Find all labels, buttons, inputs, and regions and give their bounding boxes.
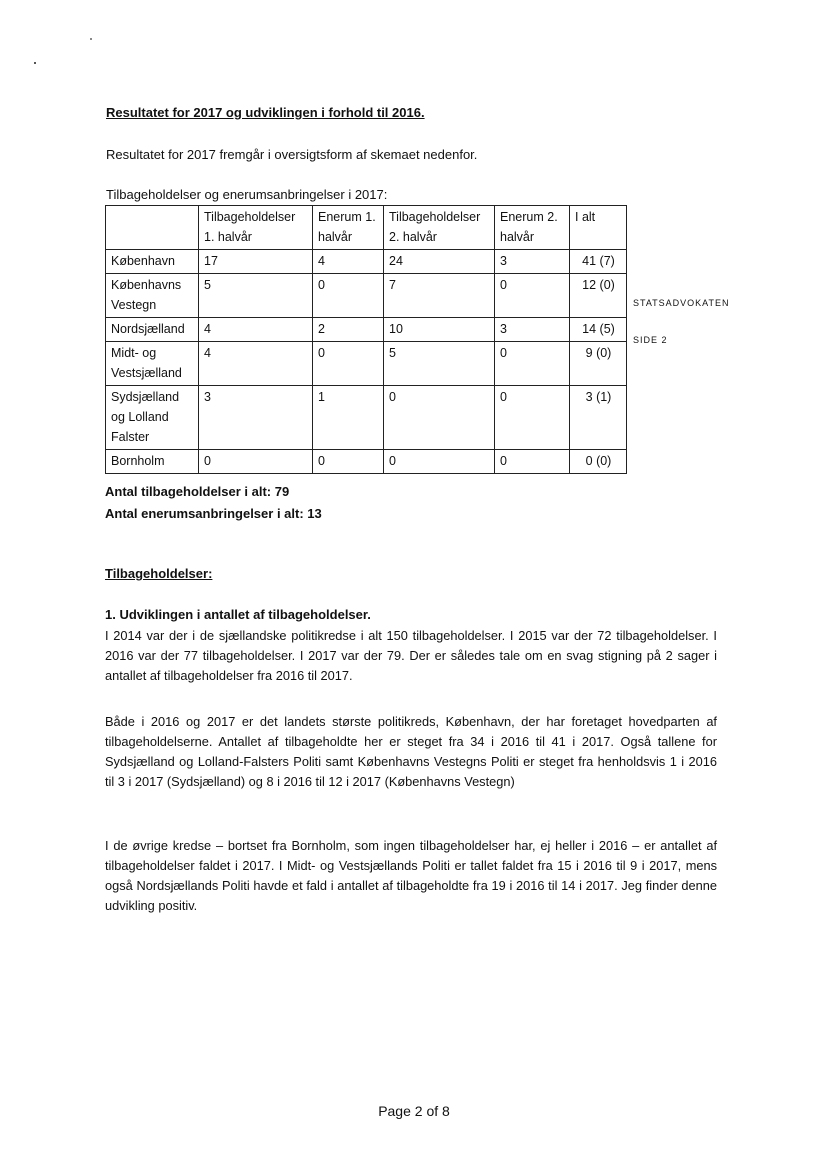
scan-speck <box>34 62 36 64</box>
table-cell: 4 <box>199 318 313 342</box>
side-note-page: SIDE 2 <box>633 335 668 345</box>
table-cell: 5 <box>199 274 313 318</box>
table-row <box>106 450 627 474</box>
table-cell: Bornholm <box>106 450 199 474</box>
results-table <box>105 205 627 474</box>
table-cell: 3 <box>495 318 570 342</box>
page-footer: Page 2 of 8 <box>378 1103 450 1119</box>
table-cell: 3 <box>199 386 313 450</box>
table-row <box>106 342 627 386</box>
table-cell: Nordsjælland <box>106 318 199 342</box>
table-cell: København <box>106 250 199 274</box>
table-row <box>106 386 627 450</box>
table-cell: 4 <box>313 250 384 274</box>
table-cell: 0 (0) <box>570 450 627 474</box>
table-header-cell: Tilbageholdelser 1. halvår <box>199 206 313 250</box>
table-cell: 14 (5) <box>570 318 627 342</box>
table-cell: 5 <box>384 342 495 386</box>
table-header-cell <box>106 206 199 250</box>
table-cell: 7 <box>384 274 495 318</box>
subsection-title: 1. Udviklingen i antallet af tilbageholdelser. <box>105 607 371 622</box>
paragraph: Både i 2016 og 2017 er det landets største politikreds, København, der har foretaget hovedparten af tilbageholdelserne. Antallet af tilbageholdte her er steget fra 34 i 2016 til 41 i 2017. Også tallene for Sydsjælland og Lolland-Falsters Politi samt Københavns Vestegns Politi er steget fra henholdsvis 1 i 2016 til 3 i 2017 (Sydsjælland) og 8 i 2016 til 12 i 2017 (Københavns Vestegn) <box>105 714 717 789</box>
table-row <box>106 318 627 342</box>
table-cell: 9 (0) <box>570 342 627 386</box>
table-cell: 0 <box>313 342 384 386</box>
table-cell: 24 <box>384 250 495 274</box>
table-cell: Københavns Vestegn <box>106 274 199 318</box>
table-cell: Sydsjælland og Lolland Falster <box>106 386 199 450</box>
table-cell: 3 <box>495 250 570 274</box>
paragraph: I 2014 var der i de sjællandske politikredse i alt 150 tilbageholdelser. I 2015 var der 72 tilbageholdelser. I 2016 var der 77 tilbageholdelser. I 2017 var der 79. Der er således tale om en svag stigning på 2 sager i antallet af tilbageholdelser fra 2016 til 2017. <box>105 628 717 683</box>
table-cell: 3 (1) <box>570 386 627 450</box>
table-cell: 17 <box>199 250 313 274</box>
table-cell: 0 <box>313 274 384 318</box>
table-header-cell: Enerum 2. halvår <box>495 206 570 250</box>
table-cell: 0 <box>495 342 570 386</box>
table-caption: Tilbageholdelser og enerumsanbringelser i 2017: <box>106 187 388 202</box>
paragraph: I de øvrige kredse – bortset fra Bornholm, som ingen tilbageholdelser har, ej heller i 2016 – er antallet af tilbageholdelser faldet i 2017. I Midt- og Vestsjællands Politi er tallet faldet fra 15 i 2016 til 9 i 2017, mens også Nordsjællands Politi havde et fald i antallet af tilbageholdte fra 19 i 2016 til 14 i 2017. Jeg finder denne udvikling positiv. <box>105 838 717 913</box>
table-cell: 0 <box>495 386 570 450</box>
table-row <box>106 274 627 318</box>
table-cell: 0 <box>495 274 570 318</box>
section-title: Tilbageholdelser: <box>105 566 213 581</box>
table-header-cell: Tilbageholdelser 2. halvår <box>384 206 495 250</box>
table-cell: 41 (7) <box>570 250 627 274</box>
side-note-org: STATSADVOKATEN <box>633 298 730 308</box>
table-cell: 2 <box>313 318 384 342</box>
table-header-cell: Enerum 1. halvår <box>313 206 384 250</box>
table-cell: 0 <box>199 450 313 474</box>
intro-text: Resultatet for 2017 fremgår i oversigtsform af skemaet nedenfor. <box>106 147 478 162</box>
table-cell: Midt- og Vestsjælland <box>106 342 199 386</box>
table-cell: 0 <box>384 450 495 474</box>
table-cell: 12 (0) <box>570 274 627 318</box>
table-cell: 0 <box>495 450 570 474</box>
table-header-cell: I alt <box>570 206 627 250</box>
table-cell: 0 <box>313 450 384 474</box>
table-cell: 0 <box>384 386 495 450</box>
table-cell: 1 <box>313 386 384 450</box>
summary-enerum: Antal enerumsanbringelser i alt: 13 <box>105 506 322 521</box>
page-heading: Resultatet for 2017 og udviklingen i forhold til 2016. <box>106 105 425 120</box>
table-cell: 10 <box>384 318 495 342</box>
summary-tilbageholdelser: Antal tilbageholdelser i alt: 79 <box>105 484 290 499</box>
table-cell: 4 <box>199 342 313 386</box>
table-row <box>106 250 627 274</box>
scan-speck <box>90 38 92 40</box>
table-header-row <box>106 206 627 250</box>
